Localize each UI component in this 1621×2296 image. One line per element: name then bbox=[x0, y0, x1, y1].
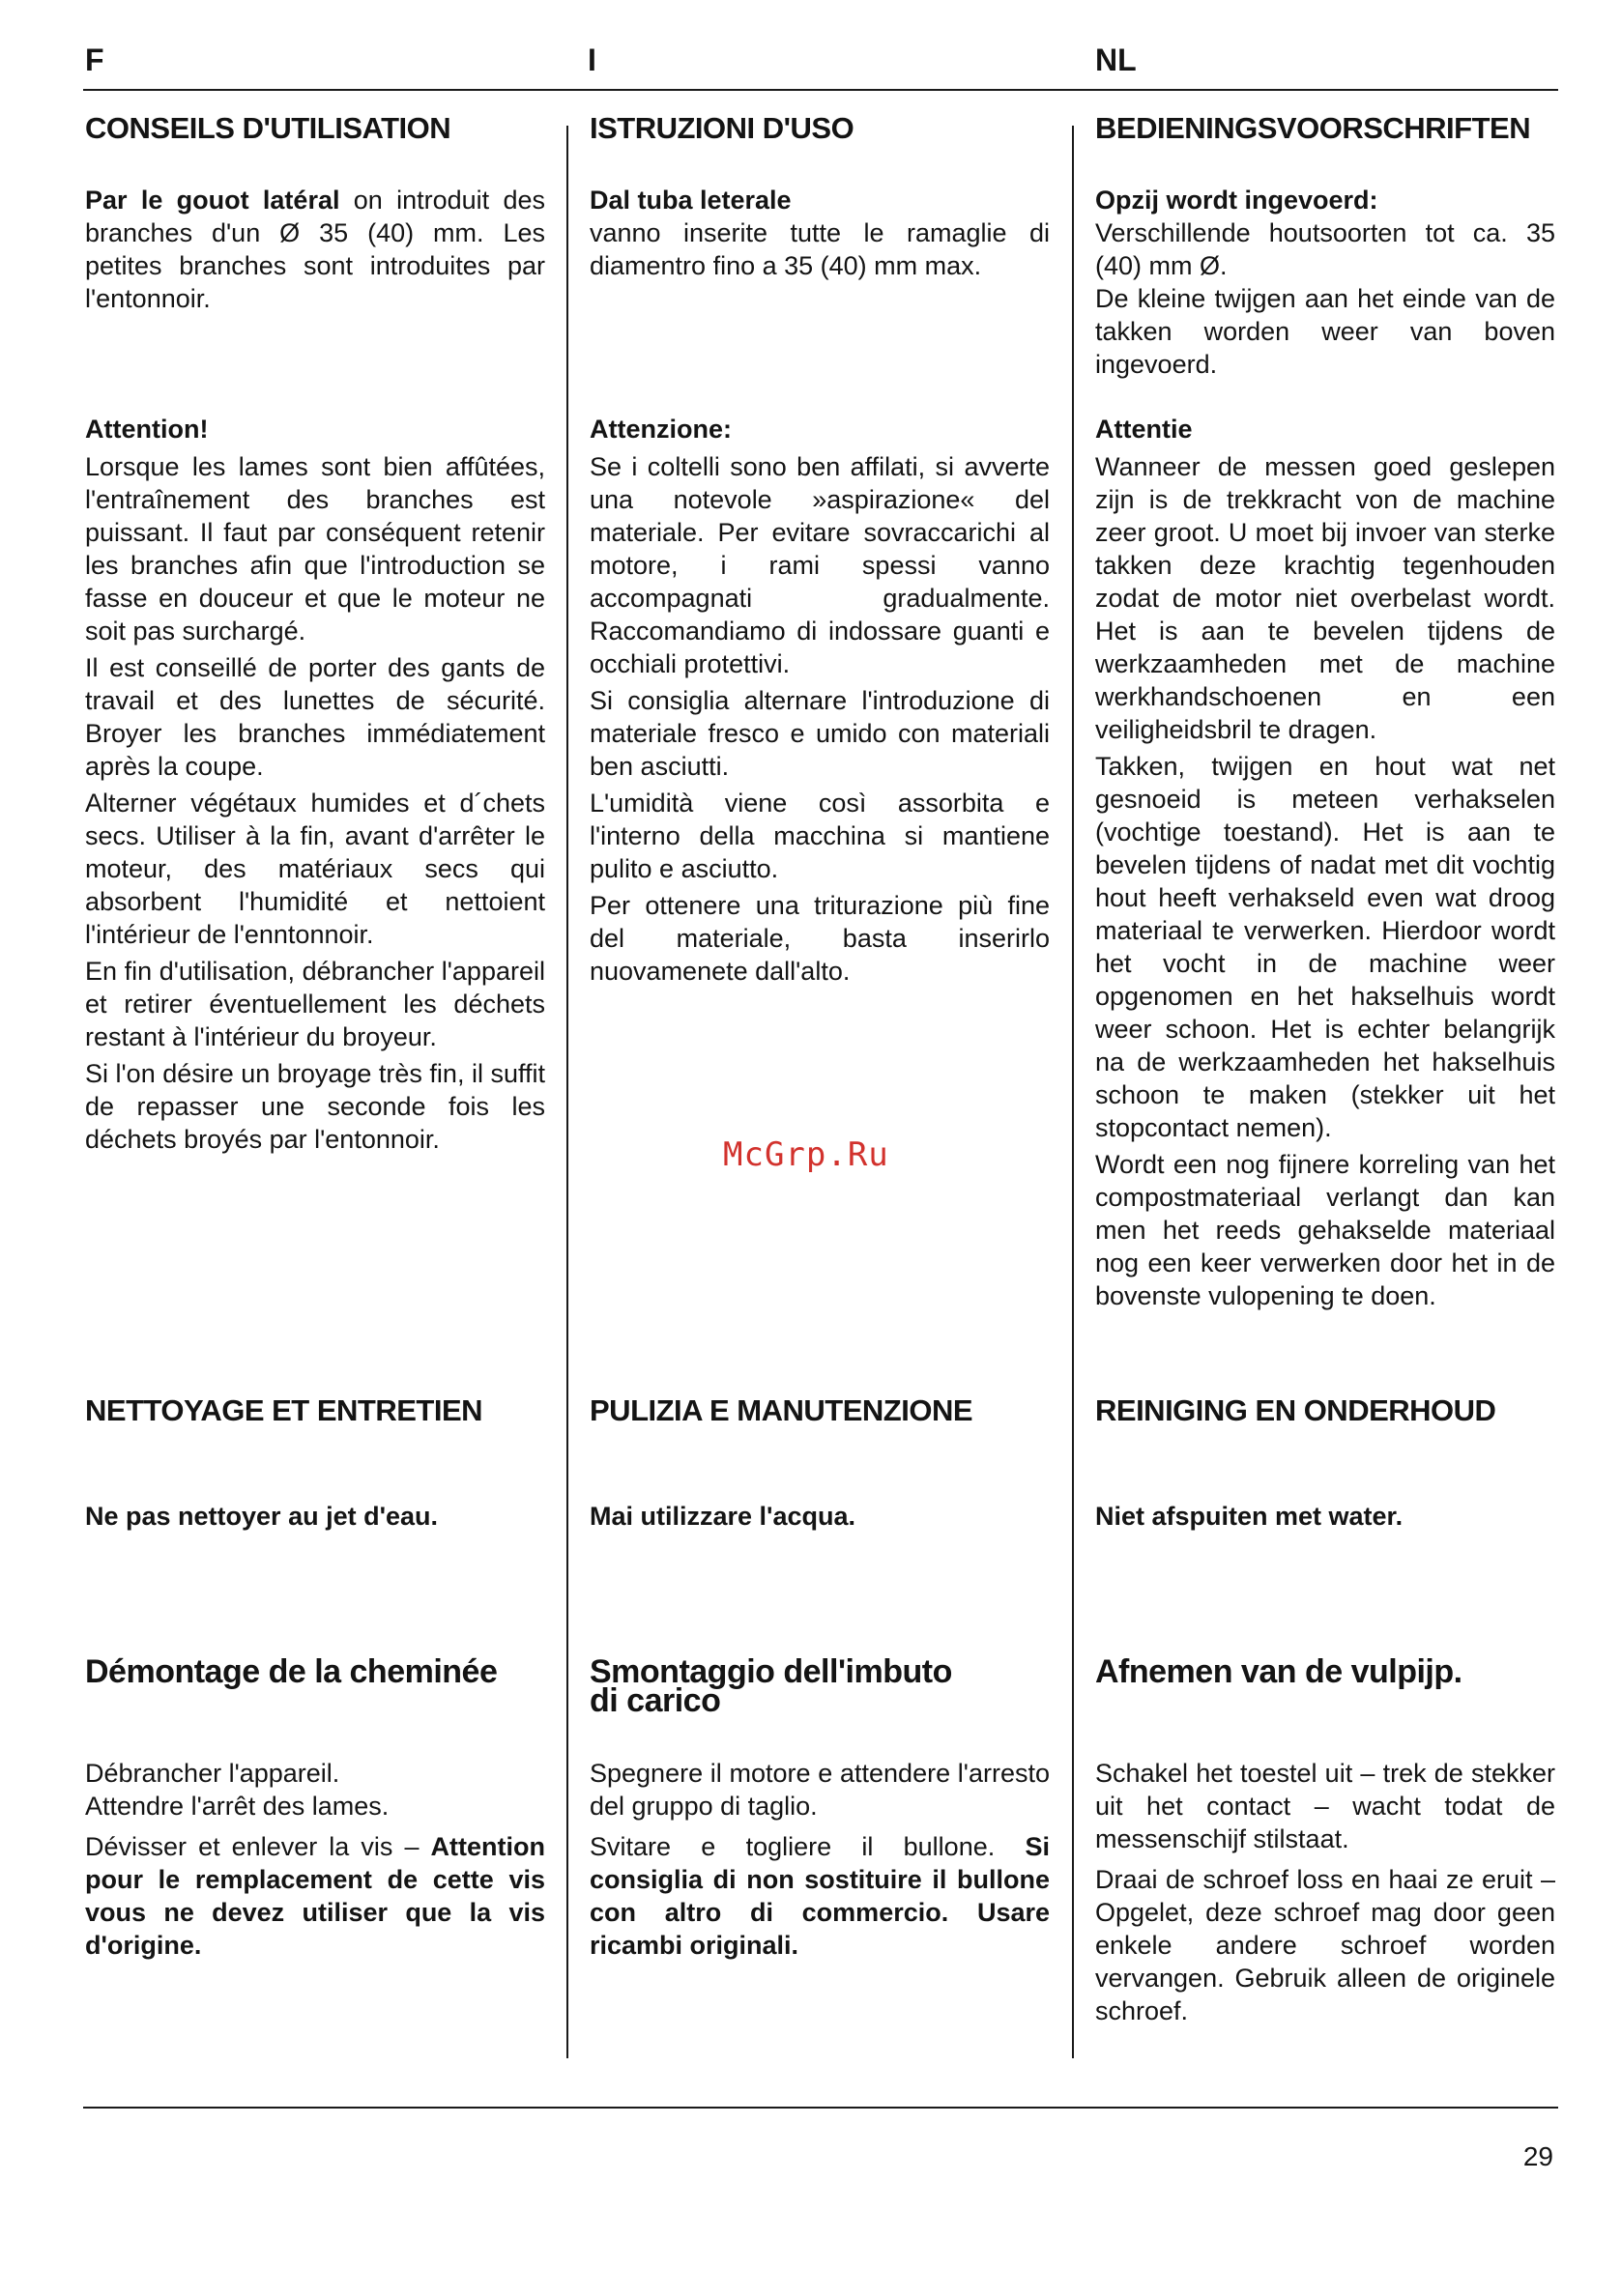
section-title-usage: BEDIENINGSVOORSCHRIFTEN bbox=[1095, 111, 1531, 145]
intro-paragraph bbox=[85, 184, 545, 319]
warning-body bbox=[85, 450, 545, 1160]
paragraph: Débrancher l'appareil. bbox=[85, 1759, 340, 1788]
section-title-cleaning: NETTOYAGE ET ENTRETIEN bbox=[85, 1393, 483, 1427]
warning-title: Attenzione: bbox=[590, 415, 732, 444]
paragraph: Il est conseillé de porter des gants de travail et des lunettes de sécurité. Broyer les branches immédiatement après la coupe. bbox=[85, 653, 545, 781]
language-label-nl: NL bbox=[1095, 43, 1137, 77]
paragraph: Si l'on désire un broyage très fin, il suffit de repasser une seconde fois les déchets broyés par l'entonnoir. bbox=[85, 1059, 545, 1154]
intro-paragraph bbox=[1095, 216, 1555, 385]
dismount-title-line: Smontaggio dell'imbuto bbox=[590, 1653, 952, 1690]
warning-body bbox=[1095, 450, 1555, 1316]
section-title-usage: ISTRUZIONI D'USO bbox=[590, 111, 854, 145]
watermark: McGrp.Ru bbox=[723, 1135, 889, 1174]
dismount-warning: Si consiglia di non sostituire il bullone con altro di commercio. Usare ricambi originali. bbox=[590, 1832, 1050, 1960]
intro-paragraph bbox=[590, 216, 1050, 286]
intro-text: on introduit des branches d'un Ø 35 (40) mm. Les petites branches sont introduites par l'entonnoir. bbox=[85, 186, 545, 313]
column-french bbox=[85, 0, 545, 2296]
section-title-dismount bbox=[590, 1655, 1050, 1717]
language-label-it: I bbox=[588, 43, 596, 77]
paragraph: Wordt een nog fijnere korreling van het compostmateriaal verlangt dan kan men het reeds gehakselde materiaal nog een keer verwerken door het in de bovenste vulopening te doen. bbox=[1095, 1150, 1555, 1310]
paragraph: Takken, twijgen en hout wat net gesnoeid is meteen verhakselen (vochtige toestand). Het is aan te bevelen tijdens of nadat met dit vochtig hout heeft verhakseld even wat droog materiaal te verwerken. Hierdoor wordt het vocht in de machine weer opgenomen en het hakselhuis wordt weer schoon. Het is echter belangrijk na de werkzaamheden het hakselhuis schoon te maken (stekker uit het stopcontact nemen). bbox=[1095, 752, 1555, 1142]
paragraph: Alterner végétaux humides et d´chets secs. Utiliser à la fin, avant d'arrêter le moteur, des matériaux secs qui absorbent l'humidité et nettoient l'intérieur de l'enntonnoir. bbox=[85, 789, 545, 949]
warning-body bbox=[590, 450, 1050, 991]
intro-title: Opzij wordt ingevoerd: bbox=[1095, 186, 1378, 215]
dismount-text: Svitare e togliere il bullone. bbox=[590, 1832, 1026, 1861]
intro-bold: Par le gouot latéral bbox=[85, 186, 340, 215]
page-number: 29 bbox=[1522, 2141, 1553, 2171]
paragraph: Wanneer de messen goed geslepen zijn is de trekkracht von de machine zeer groot. U moet bij invoer van sterke takken deze krachtig tegenhouden zodat de motor niet overbelast wordt. Het is aan te bevelen tijdens de werkzaamheden met de machine werkhandschoenen en een veiligheidsbril te dragen. bbox=[1095, 452, 1555, 744]
warning-title: Attention! bbox=[85, 415, 209, 444]
cleaning-note: Niet afspuiten met water. bbox=[1095, 1502, 1404, 1531]
paragraph: De kleine twijgen aan het einde van de takken worden weer van boven ingevoerd. bbox=[1095, 284, 1555, 379]
section-title-cleaning: PULIZIA E MANUTENZIONE bbox=[590, 1393, 973, 1427]
paragraph: Lorsque les lames sont bien affûtées, l'entraînement des branches est puissant. Il faut par conséquent retenir les branches afin que l'introduction se fasse en douceur et que le moteur ne soit pas surchargé. bbox=[85, 452, 545, 646]
paragraph: En fin d'utilisation, débrancher l'appareil et retirer éventuellement les déchets restant à l'intérieur du broyeur. bbox=[85, 957, 545, 1051]
paragraph: Per ottenere una triturazione più fine del materiale, basta inserirlo nuovamenete dall'alto. bbox=[590, 891, 1050, 986]
section-title-dismount: Démontage de la cheminée bbox=[85, 1653, 498, 1690]
warning-title: Attentie bbox=[1095, 415, 1193, 444]
dismount-body bbox=[590, 1757, 1050, 1966]
language-label-fr: F bbox=[85, 43, 104, 77]
paragraph: Attendre l'arrêt des lames. bbox=[85, 1792, 390, 1821]
column-dutch bbox=[1095, 0, 1555, 2296]
column-divider-right bbox=[1072, 126, 1074, 2058]
dismount-body bbox=[85, 1757, 545, 1966]
paragraph: Schakel het toestel uit – trek de stekker uit het contact – wacht todat de messenschijf stilstaat. bbox=[1095, 1759, 1555, 1853]
paragraph: vanno inserite tutte le ramaglie di diamentro fino a 35 (40) mm max. bbox=[590, 218, 1050, 280]
dismount-text: Dévisser et enlever la vis – bbox=[85, 1832, 431, 1861]
paragraph: Draai de schroef loss en haai ze eruit – Opgelet, deze schroef mag door geen enkele andere schroef worden vervangen. Gebruik alleen de originele schroef. bbox=[1095, 1865, 1555, 2025]
section-title-dismount: Afnemen van de vulpijp. bbox=[1095, 1653, 1462, 1690]
paragraph: Verschillende houtsoorten tot ca. 35 (40) mm Ø. bbox=[1095, 218, 1555, 280]
paragraph: Se i coltelli sono ben affilati, si avverte una notevole »aspirazione« del materiale. Per evitare sovraccarichi al motore, i rami spessi vanno accompagnati gradualmente. Raccomandiamo di indossare guanti e occhiali protettivi. bbox=[590, 452, 1050, 678]
cleaning-note: Ne pas nettoyer au jet d'eau. bbox=[85, 1502, 439, 1531]
dismount-warning: Attention pour le remplacement de cette vis vous ne devez utiliser que la vis d'origine. bbox=[85, 1832, 545, 1960]
section-title-cleaning: REINIGING EN ONDERHOUD bbox=[1095, 1393, 1496, 1427]
paragraph: Spegnere il motore e attendere l'arresto del gruppo di taglio. bbox=[590, 1759, 1050, 1821]
cleaning-note: Mai utilizzare l'acqua. bbox=[590, 1502, 855, 1531]
dismount-body bbox=[1095, 1757, 1555, 2031]
section-title-usage: CONSEILS D'UTILISATION bbox=[85, 111, 451, 145]
paragraph: L'umidità viene così assorbita e l'interno della macchina si mantiene pulito e asciutto. bbox=[590, 789, 1050, 883]
column-divider-left bbox=[566, 126, 568, 2058]
paragraph: Si consiglia alternare l'introduzione di materiale fresco e umido con materiali ben asciutti. bbox=[590, 686, 1050, 781]
dismount-title-line: di carico bbox=[590, 1682, 721, 1719]
intro-title: Dal tuba leterale bbox=[590, 186, 792, 215]
